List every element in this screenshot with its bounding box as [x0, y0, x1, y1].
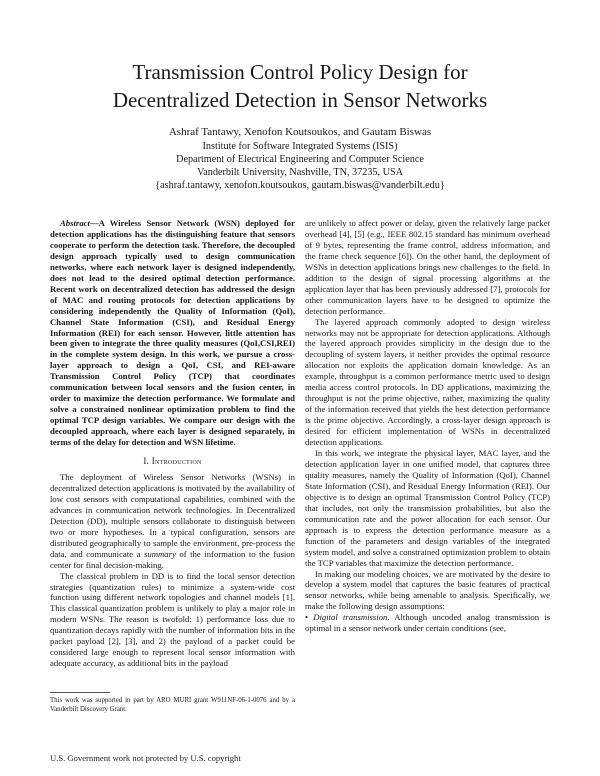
section-title: Introduction	[151, 456, 202, 467]
author-names: Ashraf Tantawy, Xenofon Koutsoukos, and Gautam Biswas	[168, 126, 432, 138]
footnote-rule	[50, 692, 110, 693]
abstract-lead: Abstract	[60, 218, 90, 228]
title-line-1: Transmission Control Policy Design for	[132, 60, 468, 84]
author-university: Vanderbilt University, Nashville, TN, 37235, USA	[197, 167, 403, 178]
right-paragraph-1: The layered approach commonly adopted to design wireless networks may not be appropriate for detection applications. Although the layered approach provides simplicity in the design due to the decoupling of system layers, it neither provides the optimal resource allocation nor exploits the application domain knowledge. As an example, throughput is a common performance metric used to design media access control protocols. In DD applications, maximizing the throughput is not the prime objective, rather, maximizing the quality of the information received that yields the best detection performance is the prime objective. Accordingly, a cross-layer design approach is desired for efficient implementation of WSNs in decentralized detection applications.	[305, 316, 550, 448]
bullet-text: Although uncoded analog transmission is optimal in a sensor network under certain conditions (see,	[305, 612, 550, 634]
intro-paragraph-1	[50, 472, 295, 571]
section-heading-introduction	[50, 456, 295, 467]
intro-p1-emphasis: summary	[143, 548, 176, 559]
author-block	[40, 126, 560, 192]
abstract	[50, 218, 295, 448]
right-paragraph-2: In this work, we integrate the physical layer, MAC layer, and the detection application layer in one unified model, that captures three quality measures, namely the Quality of Information (QoI), Channel State Information (CSI), and Residual Energy Information (REI). Our objective is to design an optimal Transmission Control Policy (TCP) that includes, not only the transmission probabilities, but also the communication rate and the power allocation for each sensor. Our approach is to express the detection performance measure as a function of the parameters and design variables of the integrated system model, and solve a constrained optimization problem to obtain the TCP variables that maximize the detection performance.	[305, 448, 550, 568]
author-institute: Institute for Software Integrated Systems (ISIS)	[202, 141, 398, 152]
author-department: Department of Electrical Engineering and Computer Science	[176, 154, 424, 165]
abstract-text: —A Wireless Sensor Network (WSN) deployed for detection applications has the distinguishing feature that sensors cooperate to perform the detection task. Therefore, the decoupled design approach typically used to design communication networks, where each network layer is designed independently, does not lead to the desired optimal detection performance. Recent work on decentralized detection has addressed the design of MAC and routing protocols for detection applications by considering independently the Quality of Information (QoI), Channel State Information (CSI), and Residual Energy Information (REI) for each sensor. However, little attention has been given to integrate the three quality measures (QoI,CSI,REI) in the complete system design. In this work, we pursue a cross-layer approach to design a QoI, CSI, and REI-aware Transmission Control Policy (TCP) that coordinates communication between local sensors and the fusion center, in order to maximize the detection performance. We formulate and solve a constrained nonlinear optimization problem to find the optimal TCP design variables. We compare our design with the decoupled approach, where each layer is designed separately, in terms of the delay for detection and WSN lifetime.	[50, 218, 295, 448]
section-numeral: I.	[143, 456, 150, 467]
intro-p1-text-end: of the information to the fusion center for final decision-making.	[50, 548, 295, 570]
bullet-item-digital-transmission: • Digital transmission. Although uncoded analog transmission is optimal in a sensor network under certain conditions (see,	[305, 612, 550, 634]
paper-title	[40, 58, 560, 114]
left-column	[50, 218, 295, 669]
footnote	[50, 692, 295, 714]
copyright-notice: U.S. Government work not protected by U.S. copyright	[50, 753, 241, 763]
bullet-term: Digital transmission.	[313, 612, 390, 623]
right-paragraph-0: are unlikely to affect power or delay, given the relatively large packet overhead [4], [5] (e.g., IEEE 802.15 standard has minimum overhead of 9 bytes, representing the frame control, address information, and the frame check sequence [6]). On the other hand, the deployment of WSNs in detection applications brings new challenges to the field. In addition to the design of signal processing algorithms at the application layer that has been previously addressed [7], protocols for other communication layers have to be designed to optimize the detection performance.	[305, 218, 550, 316]
right-paragraph-3: In making our modeling choices, we are motivated by the desire to develop a system model that captures the basic features of practical sensor networks, while being amenable to analysis. Specifically, we make the following design assumptions:	[305, 568, 550, 612]
intro-paragraph-2: The classical problem in DD is to find the local sensor detection strategies (quantization rules) to minimize a system-wide cost function using different network topologies and channel models [1]. This classical quantization problem is unlikely to play a major role in modern WSNs. The reason is twofold: 1) performance loss due to quantization decays rapidly with the number of information bits in the packet payload [2], [3], and 2) the payload of a packet could be considered large enough to represent local sensor information with adequate accuracy, as additional bits in the payload	[50, 570, 295, 669]
right-column	[305, 218, 550, 634]
author-emails: {ashraf.tantawy, xenofon.koutsoukos, gautam.biswas@vanderbilt.edu}	[155, 180, 445, 191]
title-line-2: Decentralized Detection in Sensor Networks	[112, 88, 488, 112]
footnote-text: This work was supported in part by ARO MURI grant W911NF-06-1-0076 and by a Vanderbilt Discovery Grant.	[50, 697, 295, 713]
intro-p1-text: The deployment of Wireless Sensor Networks (WSNs) in decentralized detection applications is motivated by the availability of low cost sensors with computational capabilities, combined with the advances in communication network technologies. In Decentralized Detection (DD), multiple sensors collaborate to distinguish between two or more hypotheses. In a typical configuration, sensors are distributed geographically to sample the environment, pre-process the data, and communicate a	[50, 471, 295, 559]
